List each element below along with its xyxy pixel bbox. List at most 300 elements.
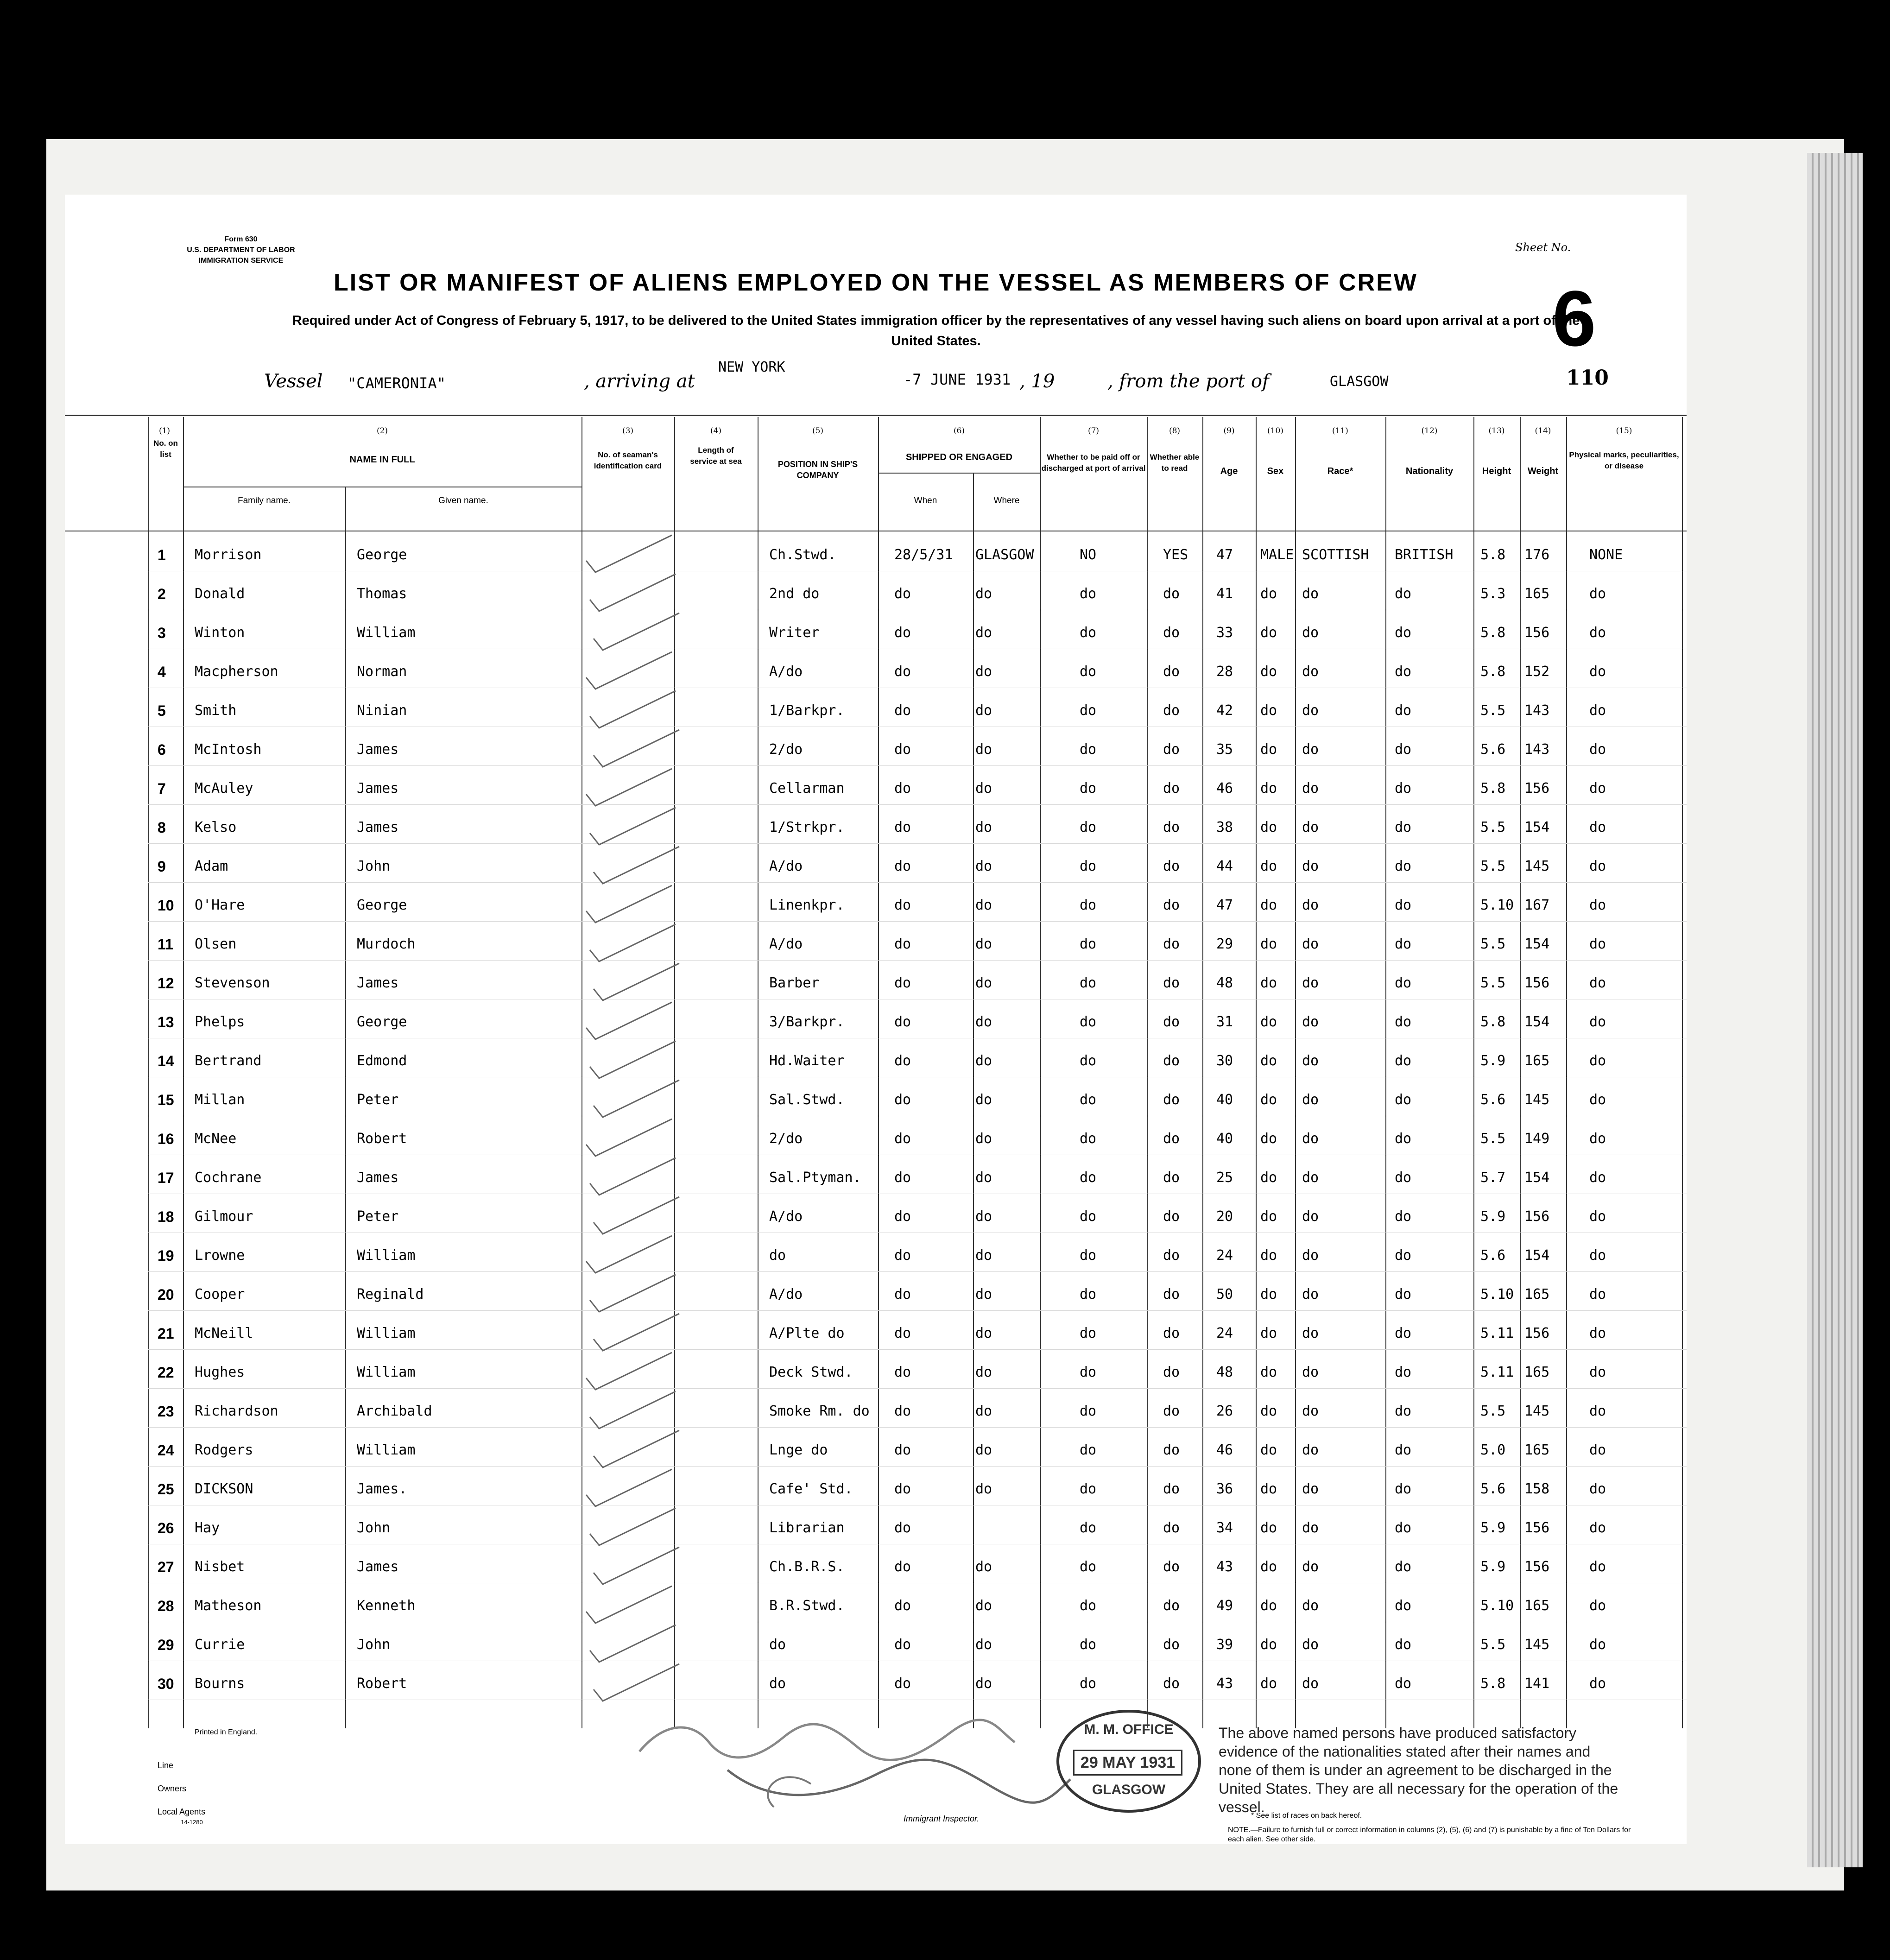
col-position: POSITION IN SHIP'S COMPANY xyxy=(777,460,858,480)
nationality-cell: do xyxy=(1395,858,1412,874)
nationality-cell: do xyxy=(1395,936,1412,952)
nationality-cell: do xyxy=(1395,1014,1412,1030)
shipped-where-cell: do xyxy=(975,741,992,758)
nationality-cell: do xyxy=(1395,702,1412,719)
position-cell: A/do xyxy=(769,858,803,874)
check-mark xyxy=(588,805,680,849)
sheet-number: 6 xyxy=(1552,275,1596,363)
position-cell: A/do xyxy=(769,936,803,952)
nationality-cell: do xyxy=(1395,1170,1412,1186)
age-cell: 31 xyxy=(1216,1014,1233,1030)
race-cell: do xyxy=(1302,780,1319,797)
row-number: 13 xyxy=(158,1014,174,1031)
crew-table xyxy=(65,417,1687,1728)
weight-cell: 156 xyxy=(1524,1208,1550,1225)
col-sex: Sex xyxy=(1267,466,1284,476)
nationality-cell: do xyxy=(1395,1286,1412,1302)
able-to-read-cell: do xyxy=(1163,1520,1180,1536)
shipped-where-cell: do xyxy=(975,1364,992,1380)
col-age: Age xyxy=(1220,466,1238,476)
arriving-port: NEW YORK xyxy=(718,359,785,375)
check-mark xyxy=(591,1428,684,1472)
paid-off-cell: do xyxy=(1080,897,1097,913)
agents-code: 14-1280 xyxy=(181,1819,203,1826)
nationality-cell: do xyxy=(1395,625,1412,641)
row-number: 4 xyxy=(158,664,166,680)
table-header xyxy=(65,417,1687,531)
col-weight: Weight xyxy=(1527,466,1559,476)
able-to-read-cell: do xyxy=(1163,1208,1180,1225)
col-num: (11) xyxy=(1332,426,1348,436)
position-cell: A/do xyxy=(769,1286,803,1302)
weight-cell: 141 xyxy=(1524,1675,1550,1692)
paid-off-cell: do xyxy=(1080,1325,1097,1341)
nationality-cell: do xyxy=(1395,1053,1412,1069)
row-number: 28 xyxy=(158,1598,174,1614)
given-name-cell: Peter xyxy=(357,1208,399,1225)
physical-marks-cell: do xyxy=(1589,1598,1606,1614)
page-number: 110 xyxy=(1566,366,1609,390)
able-to-read-cell: do xyxy=(1163,936,1180,952)
row-rule xyxy=(148,1310,1687,1311)
check-mark xyxy=(588,1389,680,1433)
weight-cell: 156 xyxy=(1524,975,1550,991)
check-mark xyxy=(588,1623,680,1666)
race-cell: do xyxy=(1302,1247,1319,1264)
weight-cell: 156 xyxy=(1524,625,1550,641)
position-cell: A/Plte do xyxy=(769,1325,845,1341)
paid-off-cell: do xyxy=(1080,1481,1097,1497)
column-rule xyxy=(758,417,759,1728)
height-cell: 5.5 xyxy=(1480,702,1506,719)
position-cell: A/do xyxy=(769,1208,803,1225)
paid-off-cell: do xyxy=(1080,1092,1097,1108)
able-to-read-cell: do xyxy=(1163,702,1180,719)
check-mark xyxy=(584,1584,676,1627)
family-name-cell: Morrison xyxy=(195,547,262,563)
stamp-bottom: GLASGOW xyxy=(1092,1782,1166,1797)
inspector-label: Immigrant Inspector. xyxy=(904,1814,980,1823)
shipped-when-cell: do xyxy=(894,664,911,680)
weight-cell: 154 xyxy=(1524,819,1550,835)
row-number: 18 xyxy=(158,1208,174,1225)
weight-cell: 165 xyxy=(1524,1286,1550,1302)
sex-cell: do xyxy=(1260,780,1277,797)
weight-cell: 156 xyxy=(1524,1520,1550,1536)
row-number: 11 xyxy=(158,936,173,953)
able-to-read-cell: do xyxy=(1163,1247,1180,1264)
paid-off-cell: do xyxy=(1080,1286,1097,1302)
row-number: 15 xyxy=(158,1092,174,1108)
col-physical-marks: Physical marks, peculiarities, or disease xyxy=(1569,450,1679,470)
age-cell: 43 xyxy=(1216,1559,1233,1575)
row-rule xyxy=(148,882,1687,883)
weight-cell: 154 xyxy=(1524,1170,1550,1186)
row-rule xyxy=(148,843,1687,844)
family-name-cell: Lrowne xyxy=(195,1247,245,1264)
given-name-cell: Robert xyxy=(357,1131,407,1147)
col-num: (15) xyxy=(1616,426,1632,436)
physical-marks-cell: do xyxy=(1589,819,1606,835)
row-rule xyxy=(148,1427,1687,1428)
sex-cell: do xyxy=(1260,1481,1277,1497)
physical-marks-cell: do xyxy=(1589,625,1606,641)
col-shipped: SHIPPED OR ENGAGED xyxy=(905,452,1013,462)
physical-marks-cell: do xyxy=(1589,1092,1606,1108)
column-rule xyxy=(1682,417,1683,1728)
shipped-when-cell: do xyxy=(894,1014,911,1030)
col-length-service: Length of service at sea xyxy=(690,446,742,466)
family-name-cell: Hay xyxy=(195,1520,220,1536)
shipped-where-cell: do xyxy=(975,1325,992,1341)
race-cell: do xyxy=(1302,1131,1319,1147)
physical-marks-cell: do xyxy=(1589,936,1606,952)
row-number: 12 xyxy=(158,975,174,992)
shipped-where-cell: do xyxy=(975,1208,992,1225)
able-to-read-cell: do xyxy=(1163,1403,1180,1419)
height-cell: 5.10 xyxy=(1480,897,1514,913)
paid-off-cell: do xyxy=(1080,586,1097,602)
manifest-sheet xyxy=(65,195,1687,1844)
sex-cell: do xyxy=(1260,664,1277,680)
height-cell: 5.11 xyxy=(1480,1325,1514,1341)
family-name-cell: Kelso xyxy=(195,819,237,835)
family-name-cell: Adam xyxy=(195,858,228,874)
given-name-cell: William xyxy=(357,625,416,641)
paid-off-cell: do xyxy=(1080,1559,1097,1575)
weight-cell: 154 xyxy=(1524,1014,1550,1030)
race-cell: do xyxy=(1302,1481,1319,1497)
vessel-label: Vessel xyxy=(264,371,323,392)
col-num: (9) xyxy=(1223,426,1235,436)
row-number: 29 xyxy=(158,1637,174,1653)
height-cell: 5.8 xyxy=(1480,780,1506,797)
agents-label: Local Agents xyxy=(158,1807,206,1816)
able-to-read-cell: do xyxy=(1163,586,1180,602)
given-name-cell: James xyxy=(357,819,399,835)
family-name-cell: McIntosh xyxy=(195,741,262,758)
able-to-read-cell: do xyxy=(1163,1675,1180,1692)
col-when: When xyxy=(914,496,937,506)
family-name-cell: Gilmour xyxy=(195,1208,253,1225)
sex-cell: do xyxy=(1260,1014,1277,1030)
given-name-cell: Ninian xyxy=(357,702,407,719)
nationality-cell: do xyxy=(1395,975,1412,991)
position-cell: 3/Barkpr. xyxy=(769,1014,845,1030)
paid-off-cell: do xyxy=(1080,1364,1097,1380)
shipped-when-cell: do xyxy=(894,780,911,797)
check-mark xyxy=(591,961,684,1005)
row-number: 2 xyxy=(158,586,166,602)
height-cell: 5.5 xyxy=(1480,1131,1506,1147)
shipped-when-cell: do xyxy=(894,1675,911,1692)
row-number: 22 xyxy=(158,1364,174,1381)
family-name-cell: Millan xyxy=(195,1092,245,1108)
check-mark xyxy=(584,650,676,693)
given-name-cell: Edmond xyxy=(357,1053,407,1069)
age-cell: 24 xyxy=(1216,1247,1233,1264)
column-rule xyxy=(1147,417,1148,1728)
race-cell: do xyxy=(1302,1520,1319,1536)
paid-off-cell: do xyxy=(1080,1598,1097,1614)
able-to-read-cell: do xyxy=(1163,1131,1180,1147)
race-cell: do xyxy=(1302,1598,1319,1614)
able-to-read-cell: do xyxy=(1163,741,1180,758)
race-cell: do xyxy=(1302,1053,1319,1069)
stamp-top: M. M. OFFICE xyxy=(1084,1722,1174,1737)
row-number: 5 xyxy=(158,702,166,719)
sex-cell: do xyxy=(1260,975,1277,991)
sex-cell: do xyxy=(1260,858,1277,874)
height-cell: 5.5 xyxy=(1480,1403,1506,1419)
able-to-read-cell: do xyxy=(1163,1598,1180,1614)
shipped-when-cell: 28/5/31 xyxy=(894,547,953,563)
check-mark xyxy=(591,1078,684,1121)
age-cell: 24 xyxy=(1216,1325,1233,1341)
row-number: 19 xyxy=(158,1247,174,1264)
position-cell: Ch.Stwd. xyxy=(769,547,836,563)
family-name-cell: Cochrane xyxy=(195,1170,262,1186)
height-cell: 5.9 xyxy=(1480,1559,1506,1575)
race-cell: do xyxy=(1302,1208,1319,1225)
col-num: (13) xyxy=(1488,426,1505,436)
manifest-footer xyxy=(65,1722,1687,1844)
requirement-text: Required under Act of Congress of February 5, 1917, to be delivered to the United States immigration officer by the representatives of any vessel having such aliens on board upon arrival at a port of the United States. xyxy=(292,313,1580,348)
row-rule xyxy=(148,804,1687,805)
nationality-cell: do xyxy=(1395,780,1412,797)
row-rule xyxy=(148,765,1687,766)
position-cell: Hd.Waiter xyxy=(769,1053,845,1069)
physical-marks-cell: do xyxy=(1589,1403,1606,1419)
shipped-when-cell: do xyxy=(894,1559,911,1575)
shipped-where-cell: do xyxy=(975,1442,992,1458)
row-number: 8 xyxy=(158,819,166,836)
paid-off-cell: do xyxy=(1080,1403,1097,1419)
weight-cell: 165 xyxy=(1524,1442,1550,1458)
given-name-cell: William xyxy=(357,1247,416,1264)
able-to-read-cell: do xyxy=(1163,1637,1180,1653)
col-num: (4) xyxy=(710,426,722,436)
race-cell: do xyxy=(1302,1014,1319,1030)
printed-note: Printed in England. xyxy=(195,1728,258,1736)
height-cell: 5.8 xyxy=(1480,625,1506,641)
shipped-when-cell: do xyxy=(894,1598,911,1614)
column-rule xyxy=(1473,417,1474,1728)
weight-cell: 152 xyxy=(1524,664,1550,680)
column-rule xyxy=(1256,417,1257,1728)
position-cell: do xyxy=(769,1637,786,1653)
given-name-cell: Archibald xyxy=(357,1403,432,1419)
sex-cell: do xyxy=(1260,1520,1277,1536)
stamp-date: 29 MAY 1931 xyxy=(1073,1750,1182,1776)
row-number: 27 xyxy=(158,1559,174,1575)
row-rule xyxy=(148,1466,1687,1467)
shipped-where-cell: do xyxy=(975,1247,992,1264)
age-cell: 35 xyxy=(1216,741,1233,758)
shipped-when-cell: do xyxy=(894,1131,911,1147)
shipped-where-cell: do xyxy=(975,1131,992,1147)
age-cell: 42 xyxy=(1216,702,1233,719)
check-mark xyxy=(591,611,684,654)
height-cell: 5.5 xyxy=(1480,858,1506,874)
position-cell: do xyxy=(769,1675,786,1692)
page-stack-edge xyxy=(1807,153,1863,1867)
check-mark xyxy=(591,1195,684,1238)
race-cell: do xyxy=(1302,1170,1319,1186)
height-cell: 5.9 xyxy=(1480,1520,1506,1536)
able-to-read-cell: do xyxy=(1163,1325,1180,1341)
height-cell: 5.0 xyxy=(1480,1442,1506,1458)
nationality-cell: do xyxy=(1395,1637,1412,1653)
col-num: (5) xyxy=(812,426,824,436)
shipped-when-cell: do xyxy=(894,819,911,835)
able-to-read-cell: do xyxy=(1163,780,1180,797)
weight-cell: 165 xyxy=(1524,1053,1550,1069)
mm-office-stamp xyxy=(1056,1710,1201,1813)
height-cell: 5.9 xyxy=(1480,1053,1506,1069)
age-cell: 47 xyxy=(1216,547,1233,563)
vessel-line xyxy=(65,359,1687,398)
age-cell: 40 xyxy=(1216,1092,1233,1108)
given-name-cell: James xyxy=(357,1170,399,1186)
age-cell: 36 xyxy=(1216,1481,1233,1497)
shipped-when-cell: do xyxy=(894,1520,911,1536)
sex-cell: do xyxy=(1260,1364,1277,1380)
row-number: 10 xyxy=(158,897,174,914)
shipped-when-cell: do xyxy=(894,1442,911,1458)
shipped-where-cell: do xyxy=(975,625,992,641)
weight-cell: 158 xyxy=(1524,1481,1550,1497)
position-cell: B.R.Stwd. xyxy=(769,1598,845,1614)
given-name-cell: John xyxy=(357,858,391,874)
sex-cell: do xyxy=(1260,1247,1277,1264)
row-rule xyxy=(148,921,1687,922)
given-name-cell: William xyxy=(357,1364,416,1380)
race-cell: do xyxy=(1302,858,1319,874)
race-cell: do xyxy=(1302,1675,1319,1692)
shipped-when-cell: do xyxy=(894,1637,911,1653)
family-name-cell: McAuley xyxy=(195,780,253,797)
sex-cell: do xyxy=(1260,819,1277,835)
from-port: GLASGOW xyxy=(1330,373,1389,390)
position-cell: 1/Barkpr. xyxy=(769,702,845,719)
given-name-cell: George xyxy=(357,547,407,563)
column-rule xyxy=(1566,417,1567,1728)
check-mark xyxy=(584,1117,676,1160)
physical-marks-cell: do xyxy=(1589,586,1606,602)
weight-cell: 143 xyxy=(1524,702,1550,719)
weight-cell: 165 xyxy=(1524,586,1550,602)
shipped-where-cell: do xyxy=(975,1598,992,1614)
check-mark xyxy=(588,689,680,732)
race-cell: do xyxy=(1302,819,1319,835)
height-cell: 5.8 xyxy=(1480,547,1506,563)
shipped-where-cell: do xyxy=(975,1481,992,1497)
race-cell: do xyxy=(1302,741,1319,758)
shipped-when-cell: do xyxy=(894,625,911,641)
column-rule xyxy=(183,417,184,1728)
paid-off-cell: do xyxy=(1080,975,1097,991)
check-mark xyxy=(584,883,676,927)
sex-cell: do xyxy=(1260,1403,1277,1419)
able-to-read-cell: YES xyxy=(1163,547,1188,563)
shipped-when-cell: do xyxy=(894,897,911,913)
position-cell: 1/Strkpr. xyxy=(769,819,845,835)
col-num: (1) xyxy=(158,426,171,436)
manifest-header xyxy=(65,195,1687,416)
position-cell: Librarian xyxy=(769,1520,845,1536)
row-number: 23 xyxy=(158,1403,174,1420)
col-num: (10) xyxy=(1267,426,1283,436)
shipped-where-cell: do xyxy=(975,936,992,952)
paid-off-cell: do xyxy=(1080,780,1097,797)
weight-cell: 156 xyxy=(1524,1559,1550,1575)
age-cell: 26 xyxy=(1216,1403,1233,1419)
height-cell: 5.9 xyxy=(1480,1208,1506,1225)
weight-cell: 143 xyxy=(1524,741,1550,758)
row-number: 30 xyxy=(158,1675,174,1692)
position-cell: 2/do xyxy=(769,1131,803,1147)
col-num: (3) xyxy=(622,426,634,436)
race-cell: do xyxy=(1302,1286,1319,1302)
paid-off-cell: do xyxy=(1080,1131,1097,1147)
nationality-cell: do xyxy=(1395,1520,1412,1536)
able-to-read-cell: do xyxy=(1163,1092,1180,1108)
sex-cell: do xyxy=(1260,1637,1277,1653)
age-cell: 41 xyxy=(1216,586,1233,602)
paid-off-cell: do xyxy=(1080,1675,1097,1692)
height-cell: 5.5 xyxy=(1480,819,1506,835)
height-cell: 5.5 xyxy=(1480,1637,1506,1653)
height-cell: 5.8 xyxy=(1480,664,1506,680)
able-to-read-cell: do xyxy=(1163,1286,1180,1302)
physical-marks-cell: do xyxy=(1589,1325,1606,1341)
vessel-name: "CAMERONIA" xyxy=(348,374,446,392)
races-note: * See list of races on back hereof. xyxy=(1251,1812,1362,1820)
family-name-cell: Hughes xyxy=(195,1364,245,1380)
row-number: 16 xyxy=(158,1131,174,1147)
column-rule xyxy=(1202,417,1203,1728)
position-cell: A/do xyxy=(769,664,803,680)
nationality-cell: do xyxy=(1395,1481,1412,1497)
paid-off-cell: do xyxy=(1080,1053,1097,1069)
age-cell: 30 xyxy=(1216,1053,1233,1069)
row-number: 21 xyxy=(158,1325,174,1342)
position-cell: Cafe' Std. xyxy=(769,1481,853,1497)
physical-marks-cell: do xyxy=(1589,858,1606,874)
height-cell: 5.6 xyxy=(1480,1247,1506,1264)
physical-marks-cell: do xyxy=(1589,1208,1606,1225)
nationality-cell: do xyxy=(1395,1403,1412,1419)
sex-cell: do xyxy=(1260,1170,1277,1186)
nationality-cell: do xyxy=(1395,664,1412,680)
physical-marks-cell: do xyxy=(1589,741,1606,758)
check-mark xyxy=(591,1662,684,1705)
height-cell: 5.11 xyxy=(1480,1364,1514,1380)
given-name-cell: William xyxy=(357,1442,416,1458)
family-name-cell: Matheson xyxy=(195,1598,262,1614)
age-cell: 47 xyxy=(1216,897,1233,913)
race-cell: do xyxy=(1302,1559,1319,1575)
given-name-cell: Peter xyxy=(357,1092,399,1108)
family-name-cell: Winton xyxy=(195,625,245,641)
able-to-read-cell: do xyxy=(1163,1170,1180,1186)
able-to-read-cell: do xyxy=(1163,858,1180,874)
shipped-when-cell: do xyxy=(894,1092,911,1108)
column-rule xyxy=(148,417,149,1728)
race-cell: do xyxy=(1302,664,1319,680)
row-number: 6 xyxy=(158,741,166,758)
